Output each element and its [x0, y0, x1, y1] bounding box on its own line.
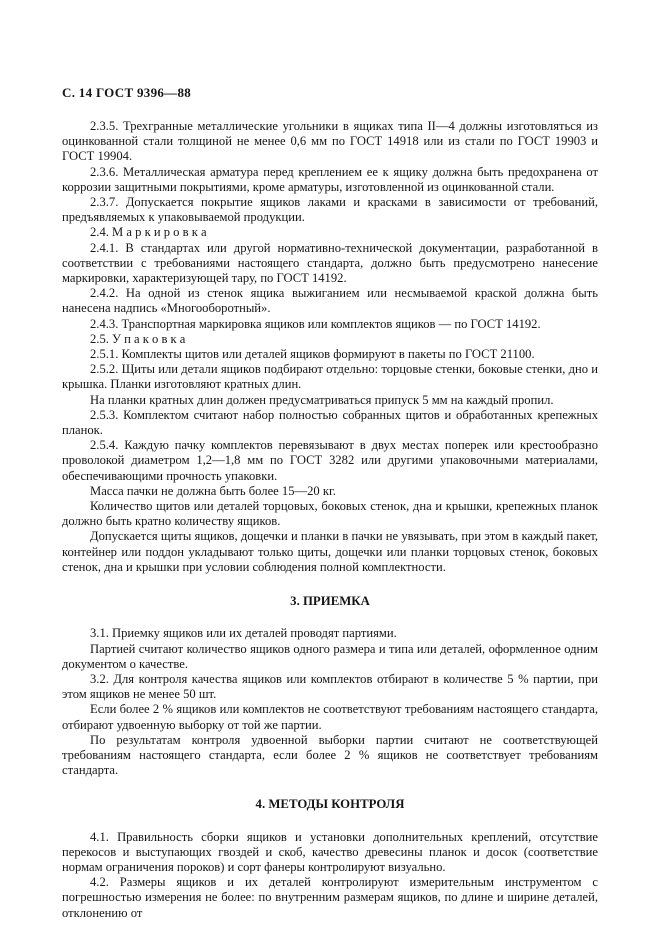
paragraph: По результатам контроля удвоенной выборки партии считают не соответствующей требованиям настоящего стандарта, если более 2 % ящиков не соответствует требованиям стандарта.: [62, 732, 598, 778]
paragraph: Количество щитов или деталей торцовых, боковых стенок, дна и крышки, крепежных планок должно быть кратно количеству ящиков.: [62, 499, 598, 529]
paragraph: Если более 2 % ящиков или комплектов не соответствуют требованиям настоящего стандарта, отбирают удвоенную выборку от той же партии.: [62, 702, 598, 732]
paragraph: 2.5.2. Щиты или детали ящиков подбирают отдельно: торцовые стенки, боковые стенки, дно и крышка. Планки изготовляют кратных длин.: [62, 362, 598, 392]
document-body: [62, 119, 598, 921]
paragraph: Партией считают количество ящиков одного размера и типа или деталей, оформленное одним документом о качестве.: [62, 641, 598, 671]
paragraph: 4.2. Размеры ящиков и их деталей контролируют измерительным инструментом с погрешностью измерения не более: по внутренним размерам ящиков, по длине и ширине деталей, отклонению от: [62, 875, 598, 920]
paragraph: 2.4.2. На одной из стенок ящика выжиганием или несмываемой краской должна быть нанесена надпись «Многооборотный».: [62, 286, 598, 316]
paragraph: 2.5.3. Комплектом считают набор полностью собранных щитов и обработанных крепежных планок.: [62, 407, 598, 438]
section-heading: 3. ПРИЕМКА: [290, 594, 370, 609]
paragraph: 4.1. Правильность сборки ящиков и установки дополнительных креплений, отсутствие перекосов и выступающих гвоздей и скоб, качество древесины планок и досок (соответствие нормам ограничения пороков) и сорт фанеры контролируют визуально.: [62, 829, 598, 874]
paragraph: 2.5.1. Комплекты щитов или деталей ящиков формируют в пакеты по ГОСТ 21100.: [90, 347, 535, 362]
paragraph: 2.4.1. В стандартах или другой нормативно-технической документации, разработанной в соответствии с требованиями настоящего стандарта, должно быть предусмотрено нанесение маркировки, характеризующей тару, по ГОСТ 14192.: [62, 240, 598, 286]
paragraph: 2.3.6. Металлическая арматура перед креплением ее к ящику должна быть предохранена от коррозии защитными покрытиями, кроме арматуры, изготовленной из оцинкованной стали.: [62, 164, 598, 194]
paragraph: Допускается щиты ящиков, дощечки и планки в пачки не увязывать, при этом в каждый пакет, контейнер или поддон укладывают только щиты, дощечки или планки торцовых стенок, боковых стенок, дна и крышки при условии соблюдения полной комплектности.: [62, 529, 598, 574]
page-header-running-title: С. 14 ГОСТ 9396—88: [62, 85, 192, 100]
document-content: [62, 85, 598, 921]
section-heading: 4. МЕТОДЫ КОНТРОЛЯ: [255, 797, 405, 812]
paragraph: 2.5.4. Каждую пачку комплектов перевязывают в двух местах поперек или крестообразно проволокой диаметром 1,2—1,8 мм по ГОСТ 3282 или другими упаковочными материалами, обеспечивающими прочность упаковки.: [62, 438, 598, 483]
paragraph: 2.3.5. Трехгранные металлические угольники в ящиках типа II—4 должны изготовляться из оцинкованной стали толщиной не менее 0,6 мм по ГОСТ 14918 или из стали по ГОСТ 19903 и ГОСТ 19904.: [62, 119, 598, 164]
paragraph: 2.4.3. Транспортная маркировка ящиков или комплектов ящиков — по ГОСТ 14192.: [90, 316, 541, 331]
subsection-heading: 2.5. У п а к о в к а: [90, 331, 186, 346]
paragraph: На планки кратных длин должен предусматриваться припуск 5 мм на каждый пропил.: [90, 392, 554, 407]
paragraph: 2.3.7. Допускается покрытие ящиков лаками и красками в зависимости от требований, предъявляемых к упаковываемой продукции.: [62, 195, 598, 225]
paragraph: 3.1. Приемку ящиков или их деталей проводят партиями.: [90, 626, 397, 641]
subsection-heading: 2.4. М а р к и р о в к а: [90, 225, 207, 240]
paragraph: Масса пачки не должна быть более 15—20 кг.: [90, 483, 336, 498]
paragraph: 3.2. Для контроля качества ящиков или комплектов отбирают в количестве 5 % партии, при этом ящиков не менее 50 шт.: [62, 671, 598, 702]
